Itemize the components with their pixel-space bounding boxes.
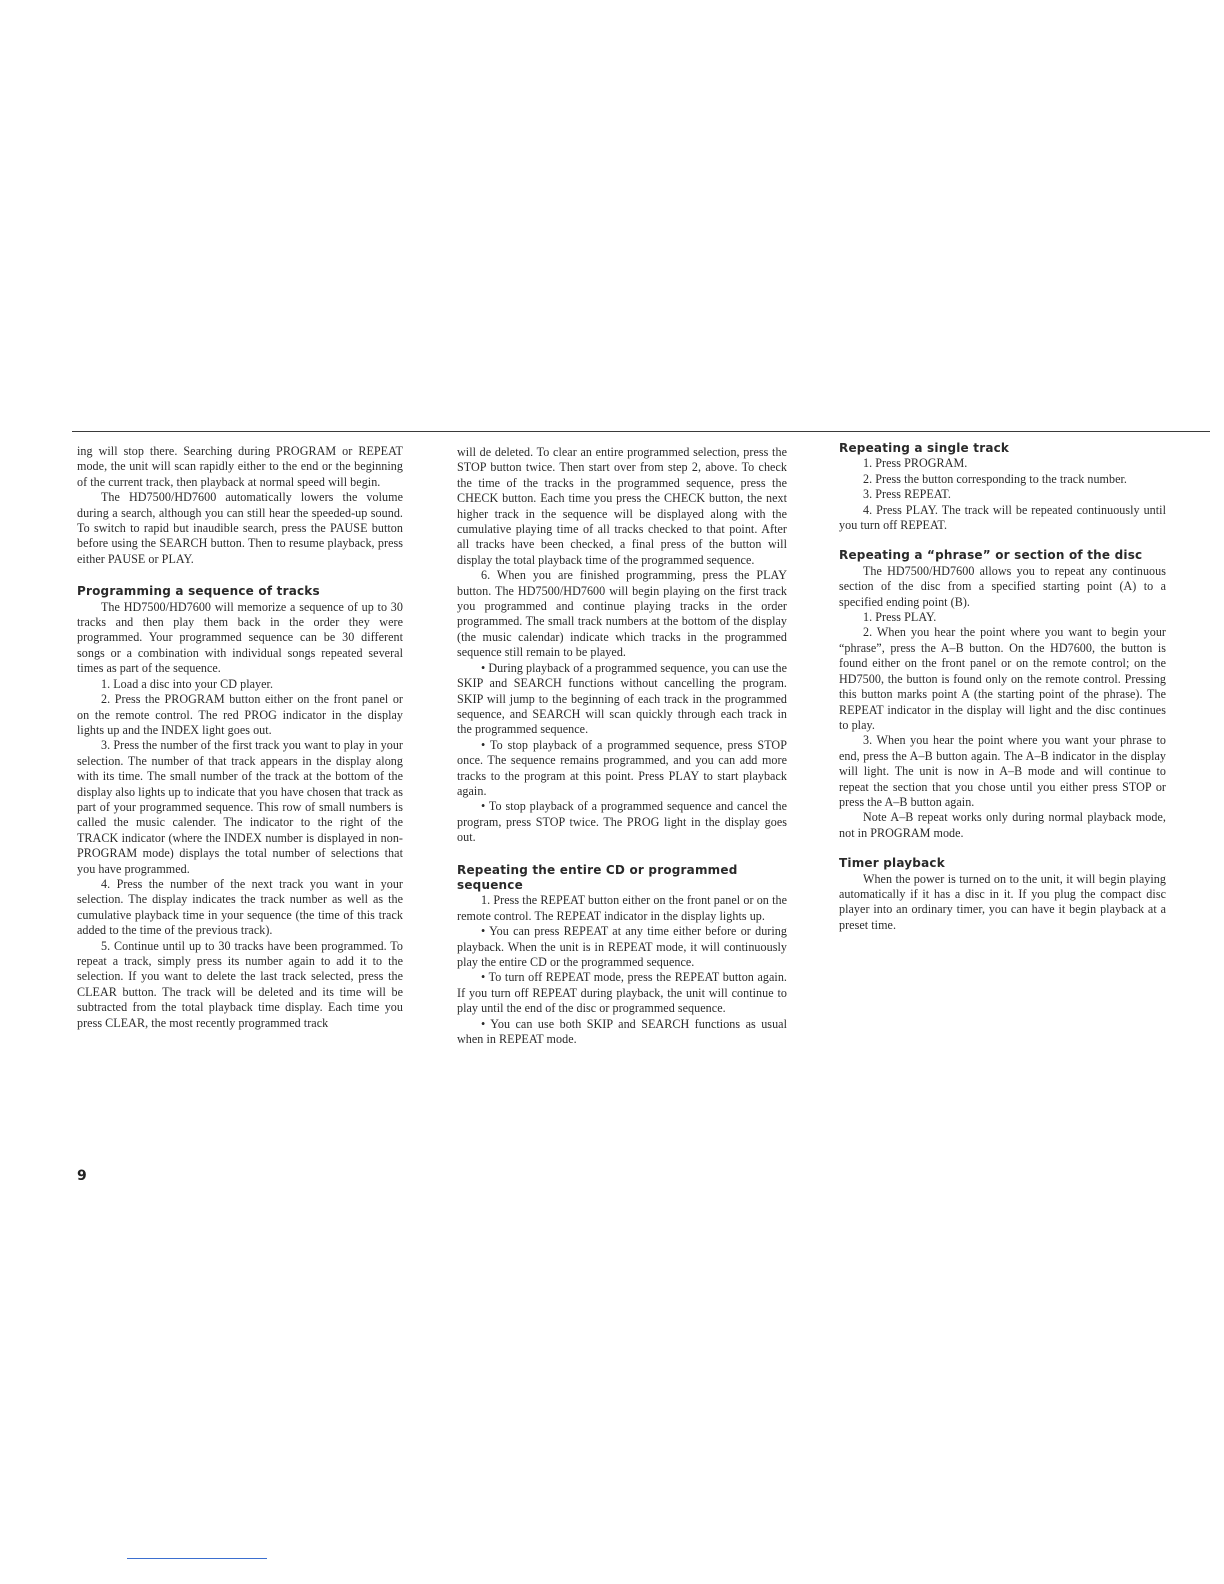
step: 1. Load a disc into your CD player.: [101, 676, 274, 691]
note: Note A–B repeat works only during normal playback mode, not in PROGRAM mode.: [839, 810, 1166, 840]
step: 3. Press the number of the first track you want to play in your selection. The number of that track appears in the display along with its time. The small number of the track at the bottom of the display also lights up to indicate that you have chosen that track as part of your programmed sequence. This row of small numbers is called the music calender. The indicator to the right of the TRACK indicator (where the INDEX number is displayed in non-PROGRAM mode) displays the total number of selections that you have programmed.: [77, 738, 403, 876]
step: 5. Continue until up to 30 tracks have been programmed. To repeat a track, simply press its number again to add it to the selection. If you want to delete the last track selected, press the CLEAR button. The track will be deleted and its time will be subtracted from the total playback time display. Each time you press CLEAR, the most recently programmed track: [77, 938, 403, 1030]
step: 2. Press the button corresponding to the track number.: [863, 471, 1128, 486]
bullet: • To stop playback of a programmed sequence and cancel the program, press STOP twice. The PROG light in the display goes out.: [457, 799, 787, 845]
section-heading-repeat-cd: Repeating the entire CD or programmed sequence: [457, 862, 738, 892]
column-right: [839, 441, 1166, 933]
step: 2. Press the PROGRAM button either on the front panel or on the remote control. The red PROG indicator in the display lights up and the INDEX light goes out.: [77, 692, 403, 737]
bullet: • You can press REPEAT at any time either before or during playback. When the unit is in REPEAT mode, it will continuously play the entire CD or the programmed sequence.: [457, 924, 787, 969]
step: 3. Press REPEAT.: [863, 487, 951, 502]
column-middle: [457, 445, 787, 1047]
section-heading-single-track: Repeating a single track: [839, 441, 1010, 455]
paragraph: The HD7500/HD7600 will memorize a sequence of up to 30 tracks and then play them back in the order they were programmed. Your programmed sequence can be 30 different songs or a combination with individual songs repeated several times as part of the sequence.: [77, 599, 403, 676]
step: 1. Press PROGRAM.: [863, 456, 968, 471]
column-left: [77, 444, 403, 1031]
section-heading-programming: Programming a sequence of tracks: [77, 584, 320, 599]
paragraph: The HD7500/HD7600 allows you to repeat any continuous section of the disc from a specified starting point (A) to a specified ending point (B).: [839, 563, 1166, 609]
bullet: • You can use both SKIP and SEARCH functions as usual when in REPEAT mode.: [457, 1016, 787, 1047]
step: 1. Press the REPEAT button either on the front panel or on the remote control. The REPEAT indicator in the display lights up.: [457, 893, 787, 923]
section-heading-phrase: Repeating a “phrase” or section of the disc: [839, 548, 1143, 563]
step: 2. When you hear the point where you want to begin your “phrase”, press the A–B button. On the HD7600, the button is found either on the front panel or on the remote control; on the HD7500, the button is found only on the remote control. Pressing this button marks point A (the starting point of the phrase). The REPEAT indicator in the display will light and the disc continues to play.: [839, 625, 1166, 732]
step: 4. Press PLAY. The track will be repeated continuously until you turn off REPEAT.: [839, 502, 1166, 533]
paragraph: The HD7500/HD7600 automatically lowers the volume during a search, although you can still hear the speeded-up sound. To switch to rapid but inaudible search, press the PAUSE button before using the SEARCH button. Then to resume playback, press either PAUSE or PLAY.: [77, 490, 403, 566]
step: 3. When you hear the point where you want your phrase to end, press the A–B button again. The A–B indicator in the display will light. The unit is now in A–B mode and will continue to repeat the section that you chose until you either press STOP or press the A–B button again.: [839, 733, 1166, 809]
paragraph: ing will stop there. Searching during PROGRAM or REPEAT mode, the unit will scan rapidly either to the end or the beginning of the current track, then playback at normal speed will begin.: [77, 444, 403, 489]
top-rule: [72, 431, 1210, 432]
paragraph: will de deleted. To clear an entire programmed selection, press the STOP button twice. Then start over from step 2, above. To check the time of the tracks in the programmed sequence, press the CHECK button. Each time you press the CHECK button, the next higher track in the sequence will be displayed along with the cumulative playing time of all tracks checked to that point. After all tracks have been checked, a final press of the button will display the total playback time of the programmed sequence.: [457, 445, 787, 567]
step: 6. When you are finished programming, press the PLAY button. The HD7500/HD7600 will begin playing on the first track you programmed and continue playing tracks in the order programmed. The small track numbers at the bottom of the display (the music calendar) indicate which tracks in the programmed sequence still remain to be played.: [457, 568, 787, 660]
step: 1. Press PLAY.: [863, 610, 937, 625]
bullet: • During playback of a programmed sequence, you can use the SKIP and SEARCH functions without cancelling the program. SKIP will jump to the beginning of each track in the programmed sequence, and SEARCH will scan quickly through each track in the programmed sequence.: [457, 660, 787, 737]
footer-line: [127, 1558, 267, 1559]
bullet: • To turn off REPEAT mode, press the REPEAT button again. If you turn off REPEAT during playback, the unit will continue to play until the end of the disc or programmed sequence.: [457, 970, 787, 1016]
step: 4. Press the number of the next track you want in your selection. The display indicates the track number as well as the cumulative playback time in your sequence (the time of this track added to the time of the previous track).: [77, 876, 403, 938]
bullet: • To stop playback of a programmed sequence, press STOP once. The sequence remains programmed, and you can add more tracks to the program at this point. Press PLAY to start playback again.: [457, 737, 787, 798]
page-number: 9: [77, 1168, 87, 1184]
paragraph: When the power is turned on to the unit, it will begin playing automatically if it has a disc in it. If you plug the compact disc player into an ordinary timer, you can have it begin playback at a preset time.: [839, 871, 1166, 932]
section-heading-timer: Timer playback: [839, 856, 945, 871]
